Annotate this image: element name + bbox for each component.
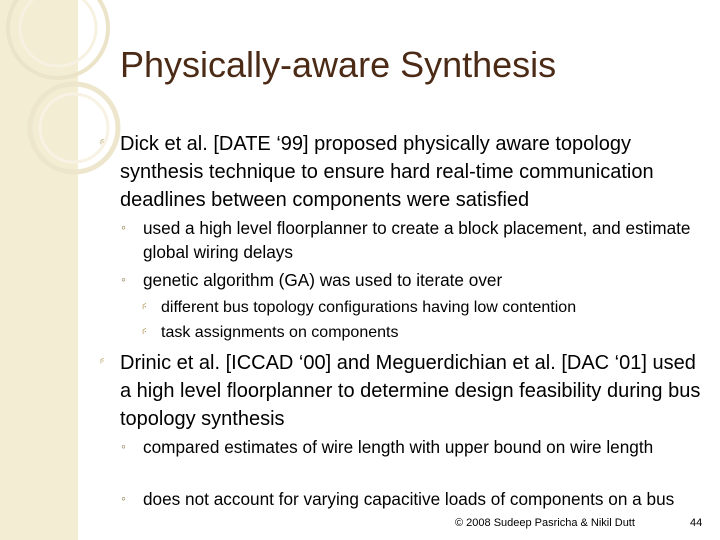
sub-bullet-text: genetic algorithm (GA) was used to iterate over <box>143 270 503 290</box>
ring-bullet-icon: ◦ <box>121 438 126 454</box>
curl-bullet-icon: ⸄ <box>141 325 148 341</box>
sub-bullet-text: compared estimates of wire length with upper bound on wire length <box>143 437 654 457</box>
sub-bullet-item <box>121 269 708 293</box>
ring-bullet-icon: ◦ <box>121 490 126 506</box>
sub-bullet-item <box>121 436 708 460</box>
sub-sub-bullet-item <box>141 298 701 318</box>
ring-bullet-icon: ◦ <box>121 271 126 287</box>
bullet-item <box>99 130 712 214</box>
copyright-footer: © 2008 Sudeep Pasricha & Nikil Dutt <box>455 517 635 529</box>
sub-bullet-text: does not account for varying capacitive loads of components on a bus <box>143 489 675 509</box>
bullet-text: Drinic et al. [ICCAD ‘00] and Meguerdichian et al. [DAC ‘01] used a high level floorplanner to determine design feasibility during bus topology synthesis <box>120 352 701 430</box>
sub-sub-bullet-text: task assignments on components <box>161 324 399 341</box>
bullet-text: Dick et al. [DATE ‘99] proposed physically aware topology synthesis technique to ensure hard real-time communication deadlines between components were satisfied <box>120 133 654 211</box>
sub-bullet-item <box>121 488 708 512</box>
page-number: 44 <box>690 517 703 529</box>
curl-bullet-icon: ⸄ <box>141 300 148 316</box>
curl-bullet-icon: ⸄ <box>99 136 106 151</box>
sub-sub-bullet-text: different bus topology configurations having low contention <box>161 299 577 316</box>
sub-sub-bullet-item <box>141 323 701 343</box>
curl-bullet-icon: ⸄ <box>99 355 106 370</box>
slide-title: Physically-aware Synthesis <box>120 44 557 85</box>
bullet-item <box>99 349 712 433</box>
ring-bullet-icon: ◦ <box>121 219 126 235</box>
sub-bullet-text: used a high level floorplanner to create a block placement, and estimate global wiring delays <box>143 218 691 262</box>
sub-bullet-item <box>121 217 708 264</box>
